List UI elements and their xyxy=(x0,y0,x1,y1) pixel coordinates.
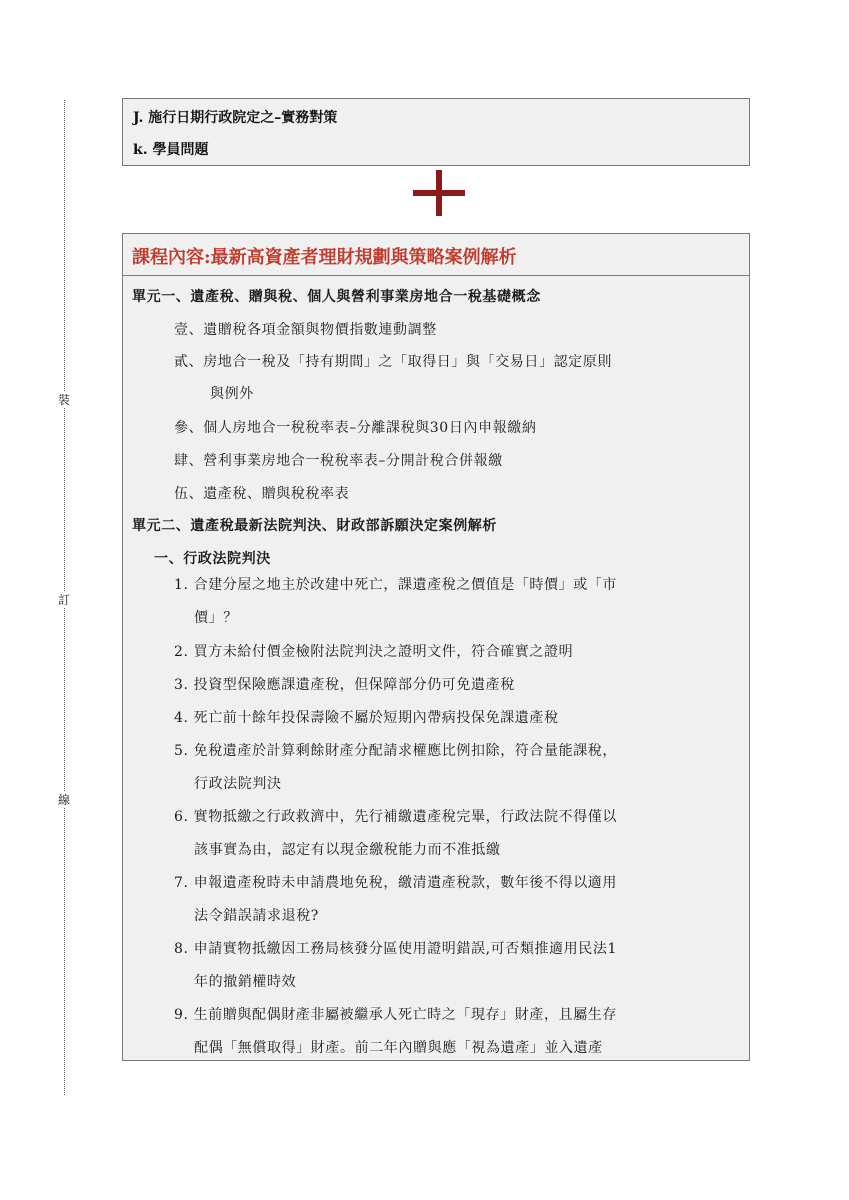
case-item: 5. 免稅遺產於計算剩餘財產分配請求權應比例扣除，符合量能課稅， xyxy=(174,743,618,759)
case-item-cont: 配偶「無償取得」財產。前二年內贈與應「視為遺產」並入遺產 xyxy=(194,1040,603,1056)
unit2-heading: 單元二、遺產稅最新法院判決、財政部訴願決定案例解析 xyxy=(132,518,497,534)
case-item: 4. 死亡前十餘年投保壽險不屬於短期內帶病投保免課遺產稅 xyxy=(174,710,559,726)
case-item: 2. 買方未給付價金檢附法院判決之證明文件，符合確實之證明 xyxy=(174,644,574,660)
case-item: 1. 合建分屋之地主於改建中死亡，課遺產稅之價值是「時價」或「市 xyxy=(174,577,618,593)
item-k: k. 學員問題 xyxy=(133,142,209,158)
binding-mark-ding: 訂 xyxy=(57,593,70,607)
case-item-cont: 法令錯誤請求退稅? xyxy=(194,908,319,924)
case-item-cont: 價」？ xyxy=(194,610,238,626)
unit1-item-cont: 與例外 xyxy=(210,386,254,402)
case-item: 8. 申請實物抵繳因工務局核發分區使用證明錯誤,可否類推適用民法1 xyxy=(174,941,617,957)
binding-mark-zhuang: 裝 xyxy=(57,393,70,407)
unit1-item: 壹、遺贈稅各項金額與物價指數連動調整 xyxy=(174,322,437,338)
case-item: 6. 實物抵繳之行政救濟中，先行補繳遺產稅完畢，行政法院不得僅以 xyxy=(174,809,618,825)
case-item: 3. 投資型保險應課遺產稅，但保障部分仍可免遺產稅 xyxy=(174,677,515,693)
unit1-item: 伍、遺產稅、贈與稅稅率表 xyxy=(174,486,350,502)
case-item: 9. 生前贈與配偶財產非屬被繼承人死亡時之「現存」財產，且屬生存 xyxy=(174,1007,618,1023)
unit1-item: 貳、房地合一稅及「持有期間」之「取得日」與「交易日」認定原則 xyxy=(174,354,612,370)
item-j: J. 施行日期行政院定之–實務對策 xyxy=(133,110,338,126)
binding-mark-xian: 線 xyxy=(57,793,70,807)
case-item-cont: 該事實為由，認定有以現金繳稅能力而不准抵繳 xyxy=(194,842,501,858)
course-content-box xyxy=(122,233,750,1061)
course-title-bar xyxy=(123,234,749,276)
plus-icon xyxy=(413,170,465,216)
course-title: 課程內容:最新高資產者理財規劃與策略案例解析 xyxy=(132,247,517,268)
unit1-item: 參、個人房地合一稅稅率表–分離課稅與30日內申報繳納 xyxy=(174,420,537,436)
previous-section-box xyxy=(122,98,750,166)
unit1-item: 肆、營利事業房地合一稅稅率表–分開計稅合併報繳 xyxy=(174,453,503,469)
case-item-cont: 行政法院判決 xyxy=(194,776,282,792)
unit1-heading: 單元一、遺產稅、贈與稅、個人與營利事業房地合一稅基礎概念 xyxy=(132,289,541,305)
case-item-cont: 年的撤銷權時效 xyxy=(194,974,297,990)
case-item: 7. 申報遺產稅時未申請農地免稅，繳清遺產稅款，數年後不得以適用 xyxy=(174,875,618,891)
unit2-subheading: 一、行政法院判決 xyxy=(154,551,271,567)
